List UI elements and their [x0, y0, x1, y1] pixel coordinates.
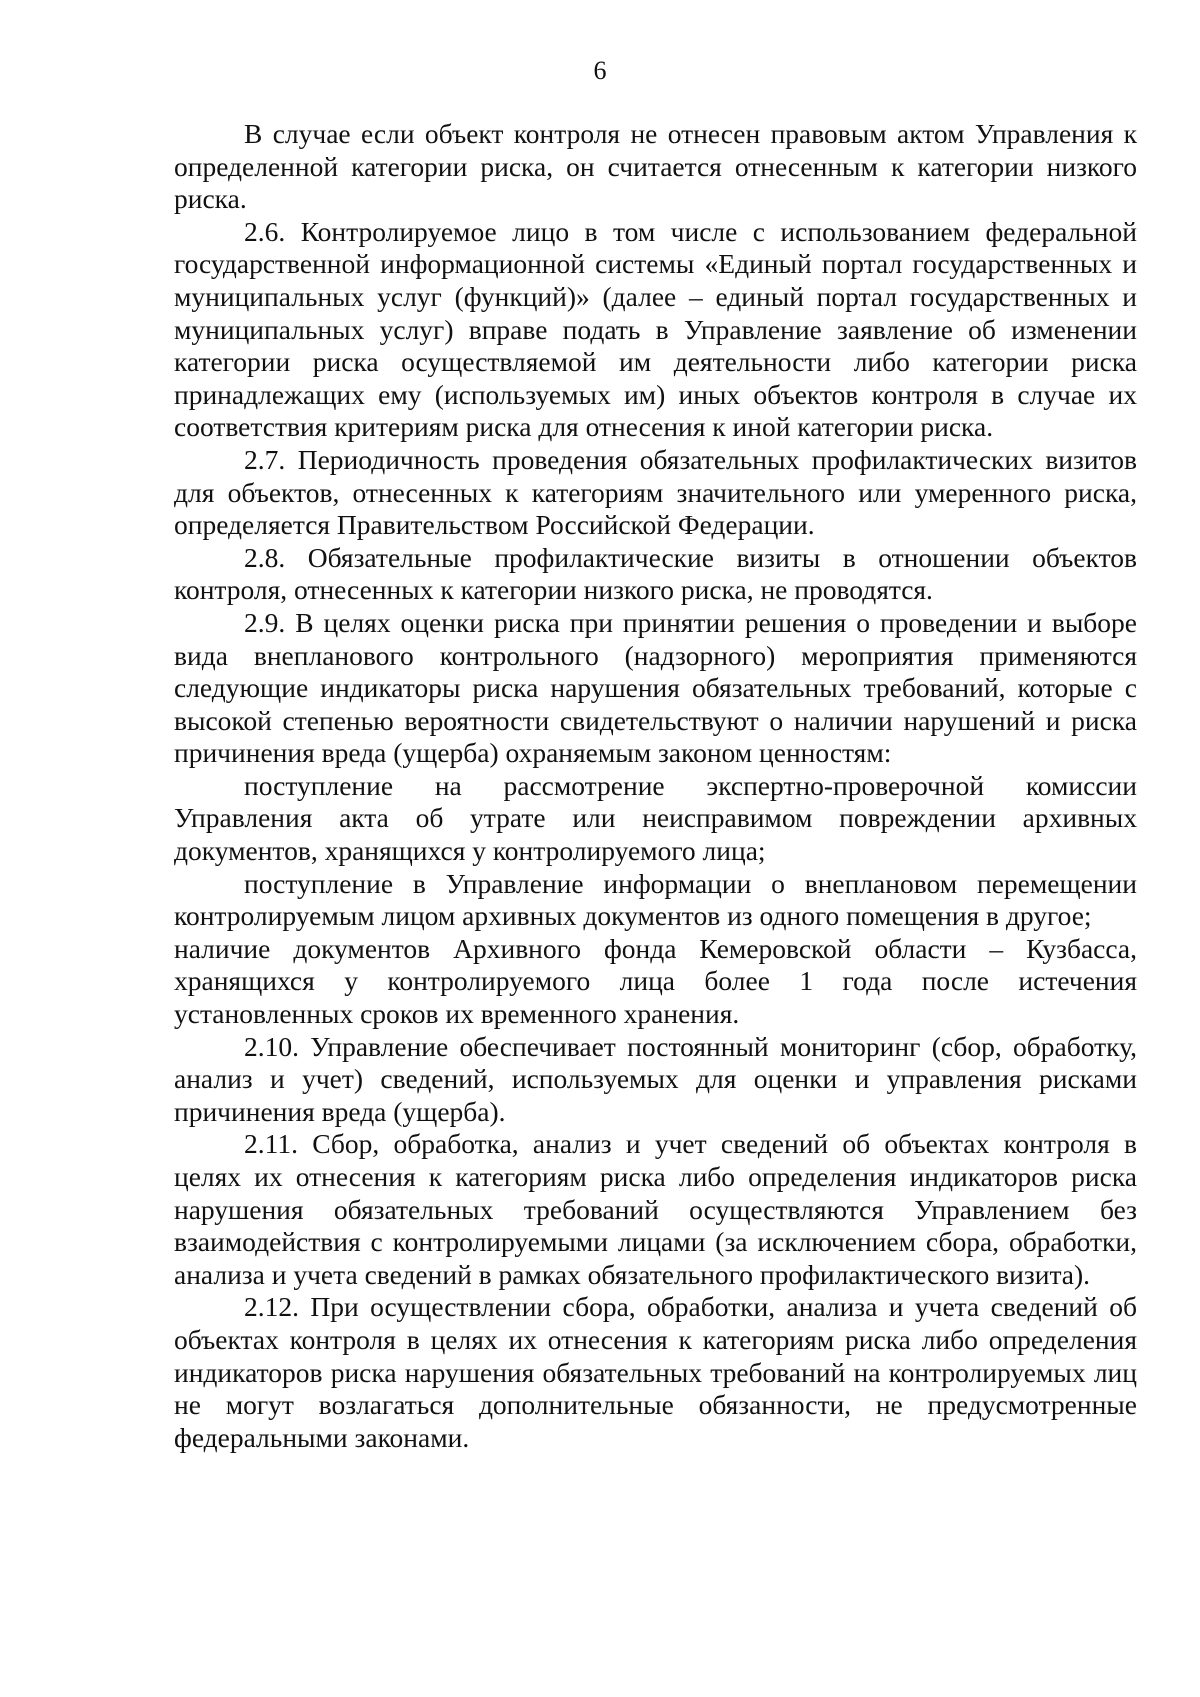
paragraph-2-9: 2.9. В целях оценки риска при принятии решения о проведении и выборе вида внепланового контрольного (надзорного) мероприятия применяются следующие индикаторы риска нарушения обязательных требований, которые с высокой степенью вероятности свидетельствуют о наличии нарушений и риска причинения вреда (ущерба) охраняемым законом ценностям:	[174, 606, 1137, 769]
paragraph-2-7: 2.7. Периодичность проведения обязательных профилактических визитов для объектов, отнесенных к категориям значительного или умеренного риска, определяется Правительством Российской Федерации.	[174, 443, 1137, 541]
paragraph-2-10: 2.10. Управление обеспечивает постоянный мониторинг (сбор, обработку, анализ и учет) сведений, используемых для оценки и управления рисками причинения вреда (ущерба).	[174, 1030, 1137, 1127]
paragraph-indicator-3: наличие документов Архивного фонда Кемеровской области – Кузбасса, хранящихся у контролируемого лица более 1 года после истечения установленных сроков их временного хранения.	[174, 932, 1137, 1030]
document-body	[174, 118, 1137, 1454]
page-number: 6	[593, 56, 607, 85]
paragraph-2-8: 2.8. Обязательные профилактические визиты в отношении объектов контроля, отнесенных к категории низкого риска, не проводятся.	[174, 541, 1137, 606]
paragraph-indicator-1: поступление на рассмотрение экспертно-проверочной комиссии Управления акта об утрате или неисправимом повреждении архивных документов, хранящихся у контролируемого лица;	[174, 769, 1137, 867]
paragraph-2-12: 2.12. При осуществлении сбора, обработки, анализа и учета сведений об объектах контроля в целях их отнесения к категориям риска либо определения индикаторов риска нарушения обязательных требований на контролируемых лиц не могут возлагаться дополнительные обязанности, не предусмотренные федеральными законами.	[174, 1291, 1137, 1453]
paragraph-2-11: 2.11. Сбор, обработка, анализ и учет сведений об объектах контроля в целях их отнесения к категориям риска либо определения индикаторов риска нарушения обязательных требований осуществляются Управлением без взаимодействия с контролируемыми лицами (за исключением сбора, обработки, анализа и учета сведений в рамках обязательного профилактического визита).	[174, 1128, 1137, 1290]
paragraph-indicator-2: поступление в Управление информации о внеплановом перемещении контролируемым лицом архивных документов из одного помещения в другое;	[174, 867, 1137, 932]
paragraph-2-6: 2.6. Контролируемое лицо в том числе с использованием федеральной государственной информационной системы «Единый портал государственных и муниципальных услуг (функций)» (далее – единый портал государственных и муниципальных услуг) вправе подать в Управление заявление об изменении категории риска осуществляемой им деятельности либо категории риска принадлежащих ему (используемых им) иных объектов контроля в случае их соответствия критериям риска для отнесения к иной категории риска.	[174, 215, 1137, 443]
paragraph-risk-category-default: В случае если объект контроля не отнесен правовым актом Управления к определенной категории риска, он считается отнесенным к категории низкого риска.	[174, 118, 1137, 215]
